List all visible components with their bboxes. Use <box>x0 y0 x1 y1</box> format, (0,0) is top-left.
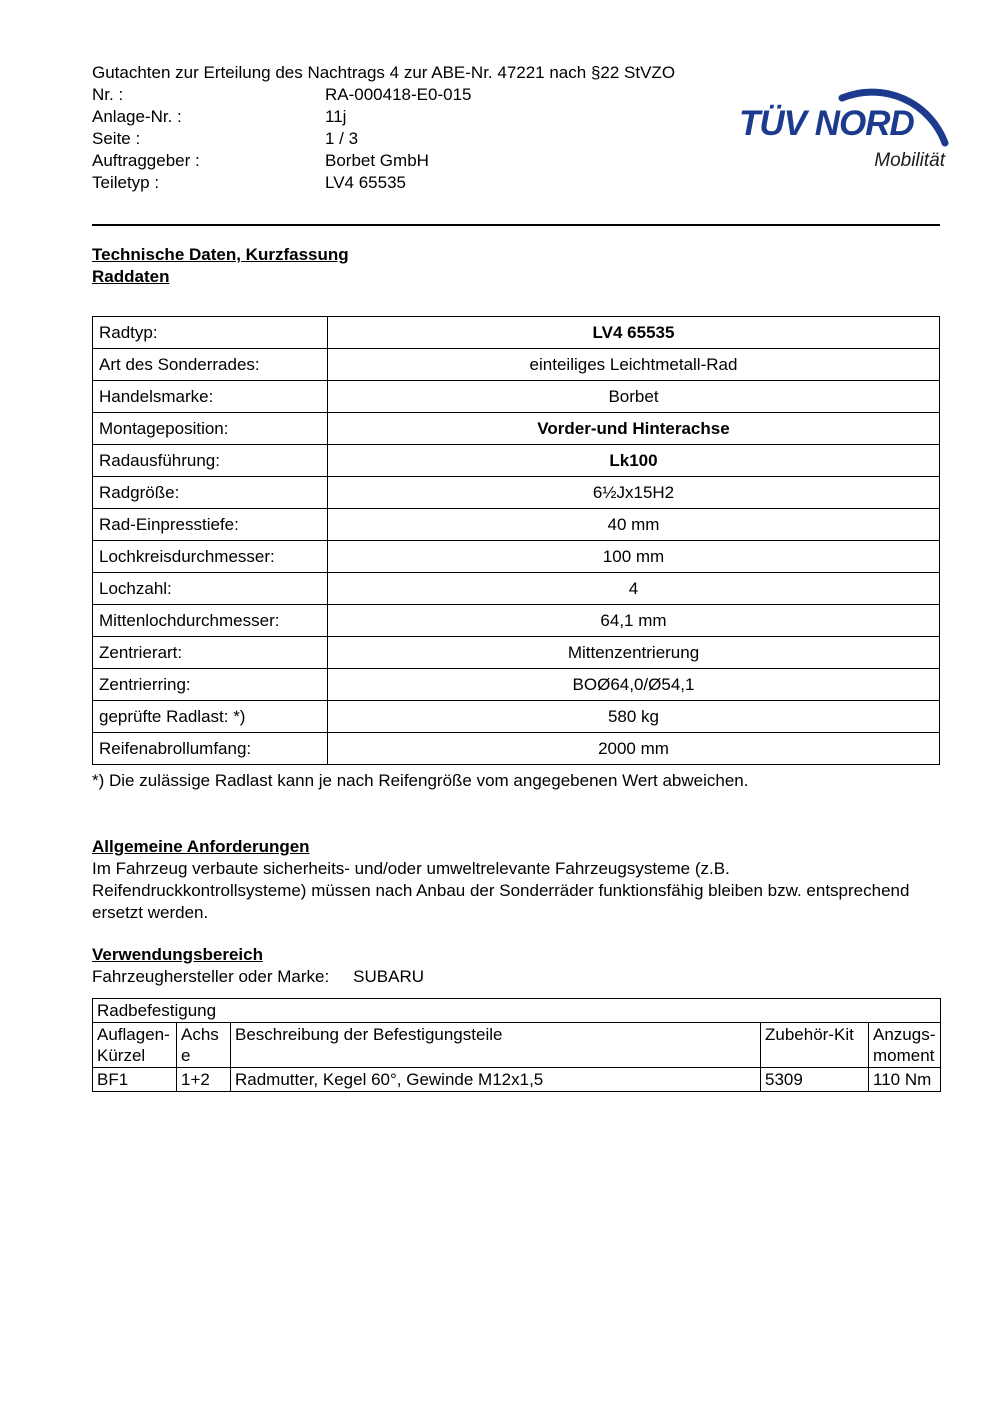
row-label: Radtyp: <box>93 317 328 349</box>
field-label-nr: Nr. : <box>92 85 124 104</box>
field-label-seite: Seite : <box>92 129 141 148</box>
heading-raddaten: Raddaten <box>92 267 170 286</box>
table-row <box>93 669 940 701</box>
field-value-seite: 1 / 3 <box>325 129 359 148</box>
cell-kuerzel: BF1 <box>93 1068 177 1092</box>
heading-technische-daten: Technische Daten, Kurzfassung <box>92 245 349 264</box>
cell-zubehoer-kit: 5309 <box>761 1068 869 1092</box>
row-label: Radausführung: <box>93 445 328 477</box>
row-value: BOØ64,0/Ø54,1 <box>328 669 940 701</box>
row-label: Handelsmarke: <box>93 381 328 413</box>
section-allgemeine-anforderungen <box>92 836 940 924</box>
field-value-nr: RA-000418-E0-015 <box>325 85 472 104</box>
table-row <box>93 317 940 349</box>
table-row <box>93 733 940 765</box>
row-value: 6½Jx15H2 <box>328 477 940 509</box>
logo-brand-text: TÜV NORD <box>739 104 914 143</box>
row-label: Lochkreisdurchmesser: <box>93 541 328 573</box>
header-divider <box>92 224 940 226</box>
row-label: Montageposition: <box>93 413 328 445</box>
table-row <box>93 541 940 573</box>
row-label: Art des Sonderrades: <box>93 349 328 381</box>
col-beschreibung: Beschreibung der Befestigungsteile <box>231 1023 761 1068</box>
row-value: 100 mm <box>328 541 940 573</box>
row-label: Radgröße: <box>93 477 328 509</box>
field-value-auftraggeber: Borbet GmbH <box>325 151 429 170</box>
table-row <box>93 637 940 669</box>
field-label-anlage-nr: Anlage-Nr. : <box>92 107 182 126</box>
row-label: Lochzahl: <box>93 573 328 605</box>
table-row <box>93 445 940 477</box>
field-label-auftraggeber: Auftraggeber : <box>92 151 200 170</box>
row-value: einteiliges Leichtmetall-Rad <box>328 349 940 381</box>
row-value: LV4 65535 <box>328 317 940 349</box>
radbefestigung-table <box>92 998 941 1092</box>
section-technische-daten <box>92 244 940 288</box>
cell-beschreibung: Radmutter, Kegel 60°, Gewinde M12x1,5 <box>231 1068 761 1092</box>
fahrzeughersteller-label: Fahrzeughersteller oder Marke: <box>92 967 330 986</box>
radlast-footnote: *) Die zulässige Radlast kann je nach Reifengröße vom angegebenen Wert abweichen. <box>92 771 749 790</box>
fahrzeughersteller-line <box>92 966 940 988</box>
col-anzugsmoment: Anzugs-moment <box>869 1023 941 1068</box>
heading-allgemeine-anforderungen: Allgemeine Anforderungen <box>92 837 310 856</box>
raddaten-table <box>92 316 940 765</box>
table-row <box>93 701 940 733</box>
row-label: Zentrierring: <box>93 669 328 701</box>
col-auflagen-kuerzel: Auflagen-Kürzel <box>93 1023 177 1068</box>
tuev-nord-logo-icon <box>737 38 951 178</box>
cell-anzugsmoment: 110 Nm <box>869 1068 941 1092</box>
row-value: 64,1 mm <box>328 605 940 637</box>
row-value: Vorder-und Hinterachse <box>328 413 940 445</box>
row-label: Zentrierart: <box>93 637 328 669</box>
heading-verwendungsbereich: Verwendungsbereich <box>92 945 263 964</box>
row-label: geprüfte Radlast: *) <box>93 701 328 733</box>
row-value: Mittenzentrierung <box>328 637 940 669</box>
table-title-row <box>93 999 941 1023</box>
table-row <box>93 349 940 381</box>
document-title: Gutachten zur Erteilung des Nachtrags 4 zur ABE-Nr. 47221 nach §22 StVZO <box>92 63 676 82</box>
row-label: Rad-Einpresstiefe: <box>93 509 328 541</box>
row-value: 4 <box>328 573 940 605</box>
row-value: 2000 mm <box>328 733 940 765</box>
table-row <box>93 477 940 509</box>
table-row <box>93 509 940 541</box>
field-label-teiletyp: Teiletyp : <box>92 173 160 192</box>
fahrzeughersteller-value: SUBARU <box>353 967 425 986</box>
tuev-nord-logo <box>737 38 951 178</box>
row-label: Reifenabrollumfang: <box>93 733 328 765</box>
table-header-row <box>93 1023 941 1068</box>
table-row <box>93 413 940 445</box>
col-zubehoer-kit: Zubehör-Kit <box>761 1023 869 1068</box>
row-value: 40 mm <box>328 509 940 541</box>
allgemeine-anforderungen-text: Im Fahrzeug verbaute sicherheits- und/oder umweltrelevante Fahrzeugsysteme (z.B. Reifendruckkontrollsysteme) müssen nach Anbau der Sonderräder funktionsfähig bleiben bzw. entsprechend ersetzt werden. <box>92 859 910 922</box>
table-row <box>93 573 940 605</box>
row-value: Lk100 <box>328 445 940 477</box>
field-value-teiletyp: LV4 65535 <box>325 173 406 192</box>
logo-subtitle-text: Mobilität <box>874 150 945 171</box>
field-value-anlage-nr: 11j <box>325 107 347 126</box>
row-value: 580 kg <box>328 701 940 733</box>
section-verwendungsbereich <box>92 944 940 988</box>
row-label: Mittenlochdurchmesser: <box>93 605 328 637</box>
radbefestigung-title: Radbefestigung <box>93 999 941 1023</box>
cell-achse: 1+2 <box>177 1068 231 1092</box>
table-row <box>93 381 940 413</box>
col-achse: Achse <box>177 1023 231 1068</box>
row-value: Borbet <box>328 381 940 413</box>
table-row <box>93 1068 941 1092</box>
table-row <box>93 605 940 637</box>
